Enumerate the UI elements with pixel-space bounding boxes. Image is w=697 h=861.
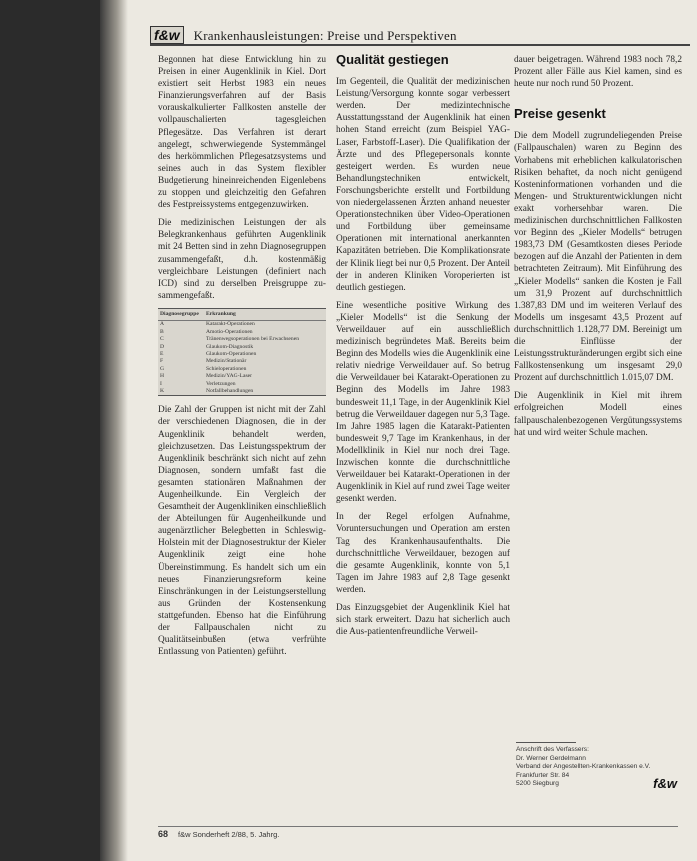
table-row xyxy=(158,358,326,365)
group-cell: K xyxy=(160,387,165,394)
description-cell: Medizin/YAG-Laser xyxy=(206,373,252,380)
description-cell: Tränenwegsoperationen bei Erwachsenen xyxy=(206,336,299,343)
paragraph: Die Augenklinik in Kiel mit ihrem erfolgreichen Modell eines fallpauschalenbezogenen Vergütungssystems hat und wird weiter Schule machen. xyxy=(514,391,682,438)
paragraph: Die dem Modell zugrundeliegenden Preise (Fallpauschalen) waren zu Beginn des Vorhabens mit erheblichen kalkulatorischen Risiken behaftet, da noch nicht genügend Kosteninformationen vorhanden und die Mengen- und Strukturentwicklungen nicht exakt vorhersehbar waren. Die medizinischen durchschnittlichen Fallkosten vor Beginn des „Kieler Modells“ betrugen 1983,73 DM (Gesamtkosten dieses Periode bezogen auf die Anzahl der Patienten in dem betrachteten Zeitraum). Mit Einführung des „Kieler Modells“ sanken die Kosten je Fall um 31,9 Prozent auf durchschnittlich 1.387,83 DM und im weiteren Verlauf des Modells um insgesamt 43,5 Prozent auf durchschnittlich 1.128,77 DM. Bereinigt um die Einflüsse der Leistungsstrukturänderungen ergibt sich eine Fallkostensenkung um insgesamt 29,0 Prozent auf durchschnittlich 1.015,07 DM. xyxy=(514,131,682,384)
paragraph: Die medizinischen Leistungen der als Belegkrankenhaus geführten Augenklinik mit 24 Betten sind in zehn Diagnosegruppen zusammengefaßt, d.h. kostenmäßig vergleichbare Leistungen (definiert nach ICD) sind zu derselben Preisgruppe zu-sammengefaßt. xyxy=(158,218,326,301)
column-3 xyxy=(514,54,682,445)
author-address xyxy=(516,742,681,792)
table-row xyxy=(158,351,326,358)
group-cell: B xyxy=(160,328,164,335)
paragraph: dauer beigetragen. Während 1983 noch 78,2 Prozent aller Fälle aus Kiel kamen, sind es heute nur noch rund 50 Prozent. xyxy=(514,55,682,90)
paragraph: Die Zahl der Gruppen ist nicht mit der Zahl der verschiedenen Diagnosen, die in der Augenklinik behandelt werden, gleichzusetzen. Das Leistungsspektrum der Augenklinik beschränkt sich nicht auf zehn Diagnosen, sondern umfaßt fast die gesamten stationären Maßnahmen der Augenheilkunde. Ein Vergleich der Gesamtheit der Augenkliniken einschließlich der Abteilungen für Augenheilkunde und augenärztlicher Belegbetten in Schleswig-Holstein mit der Diagnosestruktur der Kieler Augenklinik zeigt eine hohe Übereinstimmung. Es handelt sich um ein neues Finanzierungsreform keine Einschränkungen in der Leistungserstellung aus Gründen der Kostensenkung stattgefunden. Ebenso hat die Einführung der Fallpauschalen nicht zu Qualitätseinbußen (etwa verfrühte Entlassung von Patienten) geführt. xyxy=(158,405,326,658)
paragraph: Eine wesentliche positive Wirkung des „Kieler Modells“ ist die Senkung der Verweildauer auf ein ausschließlich medizinisch begründetes Maß. Bereits beim Beginn des Modells wies die Augenklinik eine relativ niedrige Verweildauer auf. So betrug die Verweildauer bei Katarakt-Operationen zu Beginn des Modells im Jahre 1983 bundesweit 11,1 Tage, in der Augenklinik Kiel betrug die Verweildauer dagegen nur 5,3 Tage. Im Jahre 1985 lagen die Katarakt-Patienten bundesweit 9,7 Tage im Krankenhaus, in der Modellklinik in Kiel nur noch drei Tage. Inzwischen konnte die durchschnittliche Verweildauer bei Katarakt-Operationen in der Augenklinik in Kiel auf rund zwei Tage weiter gesenkt werden. xyxy=(336,300,510,505)
running-header xyxy=(150,24,690,46)
author-name: Dr. Werner Gerdelmann xyxy=(516,754,586,762)
page-footer xyxy=(158,826,678,841)
description-cell: Schieloperationen xyxy=(206,365,247,372)
paragraph: Im Gegenteil, die Qualität der medizinischen Leistung/Versorgung konnte sogar verbessert werden. Der medizintechnische Ausstattungsstand der Augenklinik hat einen hohen Stand erreicht (zum Beispiel YAG-Laser, Farbstoff-Laser). Die Qualifikation der Ärzte und des Pflegepersonals konnte gesteigert werden. Es wurden neue Behandlungstechniken entwickelt, Forschungsberichte erstellt und Fortbildung von niedergelassenen Ärzten anhand neuester Operationstechniken über Video-Operationen und Fortbildung über gemeinsame Operationen mit international anerkannten Kapazitäten betrieben. Die Komplikationsrate der Klinik liegt bei nur 0,5 Prozent. Der Anteil der in anderen Kliniken Voroperierten ist deutlich gestiegen. xyxy=(336,77,510,293)
author-city: 5200 Siegburg xyxy=(516,780,559,788)
table-row xyxy=(158,381,326,388)
running-title: Krankenhausleistungen: Preise und Perspektiven xyxy=(193,28,457,43)
group-cell: A xyxy=(160,321,165,328)
description-cell: Katarakt-Operationen xyxy=(206,321,255,328)
description-cell: Verletzungen xyxy=(206,380,236,387)
description-cell: Glaukom-Operationen xyxy=(206,350,257,357)
book-spine xyxy=(100,0,128,861)
table-row xyxy=(158,388,326,396)
table-row xyxy=(158,366,326,373)
section-heading: Preise gesenkt xyxy=(514,106,606,122)
table-header-description: Erkrankung xyxy=(204,308,326,320)
table-row xyxy=(158,321,326,329)
journal-citation: f&w Sonderheft 2/88, 5. Jahrg. xyxy=(178,829,280,839)
table-row xyxy=(158,336,326,343)
table-header-row xyxy=(158,308,326,320)
group-cell: E xyxy=(160,350,164,357)
table-row xyxy=(158,373,326,380)
table-row xyxy=(158,329,326,336)
group-cell: C xyxy=(160,336,164,343)
description-cell: Glaukom-Diagnostik xyxy=(206,343,254,350)
section-heading: Qualität gestiegen xyxy=(336,52,449,67)
column-1 xyxy=(158,54,326,664)
group-cell: I xyxy=(160,380,162,387)
diagnosis-groups-table xyxy=(158,308,326,396)
author-label: Anschrift des Verfassers: xyxy=(516,746,589,753)
table-row xyxy=(158,344,326,351)
page-number: 68 xyxy=(158,829,169,839)
author-street: Frankfurter Str. 84 xyxy=(516,771,570,779)
group-cell: D xyxy=(160,343,165,350)
group-cell: F xyxy=(160,358,164,365)
group-cell: G xyxy=(160,365,165,372)
description-cell: Amotio-Operationen xyxy=(206,328,253,335)
journal-logo: f&w xyxy=(150,26,184,44)
journal-logo-small: f&w xyxy=(653,776,677,792)
group-cell: H xyxy=(160,373,165,380)
author-org: Verband der Angestellten-Krankenkassen e.V. xyxy=(516,763,651,771)
paragraph: Das Einzugsgebiet der Augenklinik Kiel hat sich stark erweitert. Dazu hat sicherlich auch die Aus-patientenfreundliche Verweil- xyxy=(336,603,510,638)
description-cell: Medizin/Stationär xyxy=(206,358,247,365)
paragraph: Begonnen hat diese Entwicklung hin zu Preisen in einer Augenklinik in Kiel. Dort existiert seit Herbst 1983 ein neues Finanzierungsverfahren auf der Basis vorauskalkulierter Fallkosten anstelle der vollpauschalierten tagesgleichen Pflegesätze. Das Verfahren ist derart angelegt, schwerwiegende Systemmängel des herkömmlichen Pflegesatzsystems und seines auch in das System flexibler Budgetierung hineinreichenden Eigenlebens zu stoppen und gleichzeitig den Gefahren des Festpreissystems entgegenzuwirken. xyxy=(158,55,326,211)
divider xyxy=(516,742,576,743)
table-header-group: Diagnosegruppe xyxy=(158,308,204,320)
column-2 xyxy=(336,54,510,644)
paragraph: In der Regel erfolgen Aufnahme, Voruntersuchungen und Operation am ersten Tag des Krankenhausaufenthalts. Die durchschnittliche Verweildauer, bezogen auf die gesamte Augenklinik, konnte von 5,1 Tagen im Jahre 1983 auf 2,8 Tage gesenkt werden. xyxy=(336,512,510,595)
description-cell: Notfallbehandlungen xyxy=(206,387,254,394)
